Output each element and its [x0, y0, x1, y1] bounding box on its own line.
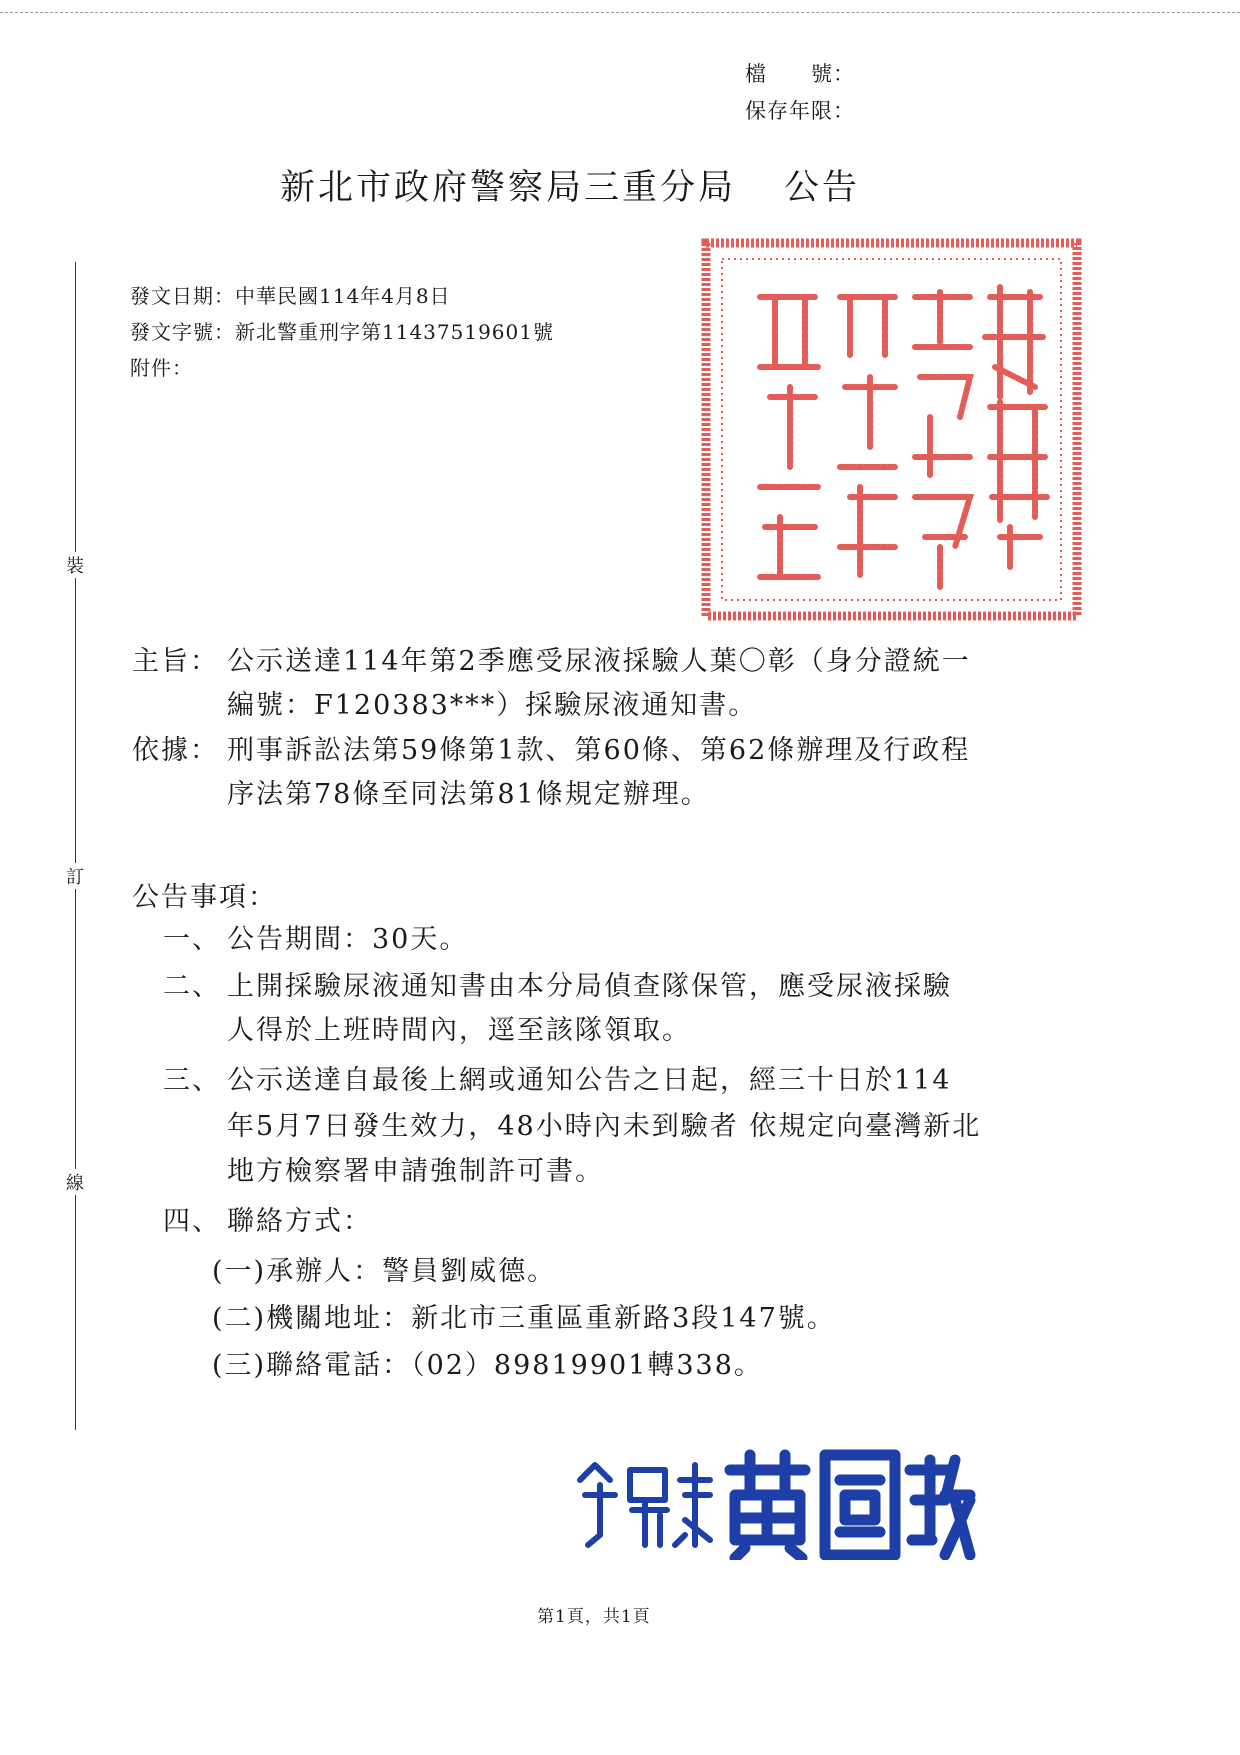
subject-label: 主旨： [132, 646, 219, 677]
notice-item-2-line-2: 人得於上班時間內，逕至該隊領取。 [227, 1015, 691, 1046]
notice-item-2-mark: 二、 [163, 971, 221, 1002]
notice-item-3-line-2: 年5月7日發生效力，48小時內未到驗者 依規定向臺灣新北 [227, 1111, 982, 1142]
binding-mark-ding: 訂 [60, 863, 90, 889]
notice-item-4-line-1: 聯絡方式： [227, 1206, 372, 1237]
top-scan-rule [0, 12, 1240, 13]
notice-heading: 公告事項： [132, 882, 277, 913]
attachment-label: 附件： [130, 356, 193, 380]
seal-graphic [706, 243, 1077, 616]
page-number: 第1頁，共1頁 [537, 1607, 651, 1627]
contact-handler: (一)承辦人：警員劉威德。 [212, 1256, 557, 1287]
notice-item-4-mark: 四、 [163, 1206, 221, 1237]
director-signature-stamp [560, 1440, 980, 1560]
notice-item-3-mark: 三、 [163, 1065, 221, 1096]
notice-item-1-line-1: 公告期間：30天。 [227, 924, 469, 955]
page-title [280, 160, 860, 210]
binding-mark-xian: 線 [60, 1169, 90, 1195]
subject-line-2: 編號：F120383***）採驗尿液通知書。 [227, 690, 758, 721]
file-number-label: 檔 號： [745, 62, 855, 86]
notice-item-3-line-3: 地方檢察署申請強制許可書。 [227, 1156, 604, 1187]
official-seal [700, 237, 1083, 622]
notice-item-2-line-1: 上開採驗尿液通知書由本分局偵查隊保管，應受尿液採驗 [227, 971, 952, 1002]
subject-line-1: 公示送達114年第2季應受尿液採驗人葉〇彰（身分證統一 [227, 646, 971, 677]
document-type: 公告 [784, 168, 861, 208]
contact-phone: (三)聯絡電話：（02）89819901轉338。 [212, 1350, 763, 1381]
basis-line-2: 序法第78條至同法第81條規定辦理。 [227, 779, 710, 810]
reference-number: 發文字號：新北警重刑字第11437519601號 [130, 320, 554, 344]
contact-address: (二)機關地址：新北市三重區重新路3段147號。 [212, 1303, 836, 1334]
notice-item-3-line-1: 公示送達自最後上網或通知公告之日起，經三十日於114 [227, 1065, 952, 1096]
binding-mark-zhuang: 裝 [60, 552, 90, 578]
notice-item-1-mark: 一、 [163, 924, 221, 955]
issue-date: 發文日期：中華民國114年4月8日 [130, 284, 451, 308]
signature-graphic [580, 1455, 970, 1558]
basis-label: 依據： [132, 735, 219, 766]
binding-line [75, 262, 76, 1430]
issuing-agency: 新北市政府警察局三重分局 [280, 168, 737, 208]
basis-line-1: 刑事訴訟法第59條第1款、第60條、第62條辦理及行政程 [227, 735, 971, 766]
retention-period-label: 保存年限： [745, 99, 855, 123]
